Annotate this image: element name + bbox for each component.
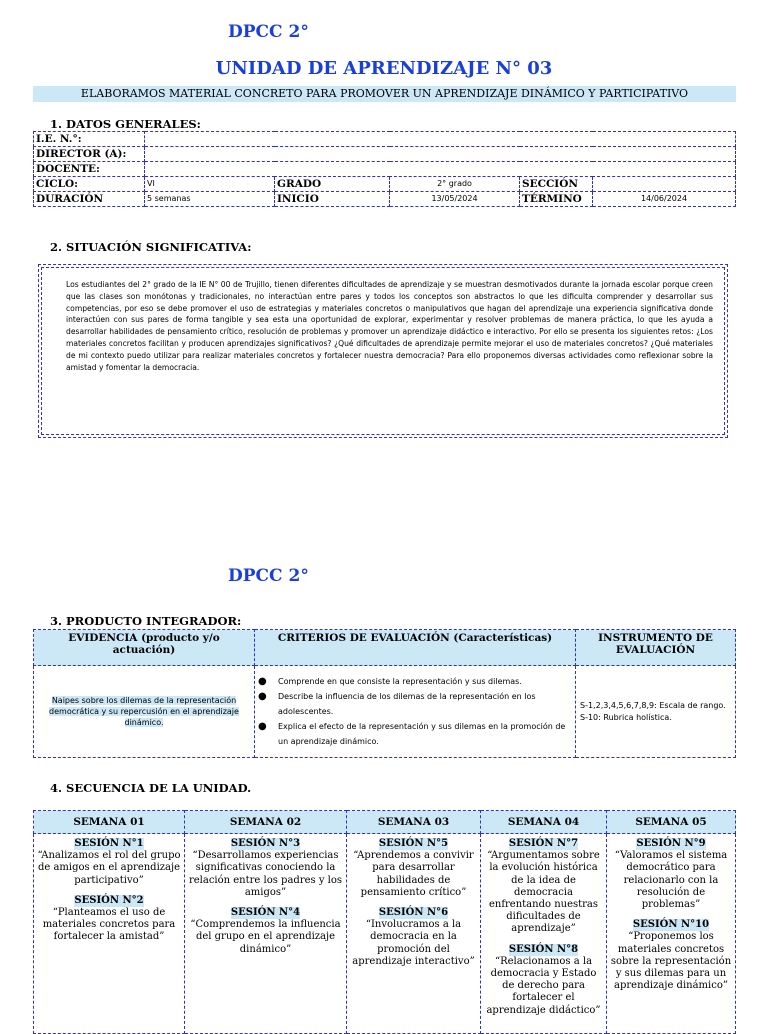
week-cell — [185, 834, 347, 1034]
evidencia-text: Naipes sobre los dilemas de la representación democrática y su repercusión en el aprendizaje dinámico. — [49, 696, 239, 727]
session-text: “Argumentamos sobre la evolución histórica de la idea de democracia enfrentando nuestras dificultades de aprendizaje” — [487, 850, 600, 935]
criterio-item: ● Describe la influencia de los dilemas de la representación en los adolescentes. — [264, 689, 574, 719]
ciclo-value: VI — [145, 177, 275, 192]
docente-value[interactable] — [145, 162, 736, 177]
session-title: SESIÓN N°1 — [74, 838, 144, 849]
session-text: “Involucramos a la democracia en la promoción del aprendizaje interactivo” — [352, 919, 475, 967]
termino-value: 14/06/2024 — [593, 192, 736, 207]
instrumento-cell — [576, 666, 736, 758]
col-criterios: CRITERIOS DE EVALUACIÓN (Características) — [255, 630, 576, 666]
secuencia-table — [33, 810, 736, 1034]
session-title: SESIÓN N°3 — [230, 838, 301, 849]
session-text: “Analizamos el rol del grupo de amigos en el aprendizaje participativo” — [37, 850, 181, 886]
session-block — [188, 838, 343, 899]
secuencia-heading: 4. SECUENCIA DE LA UNIDAD. — [50, 781, 252, 795]
seccion-value[interactable] — [593, 177, 736, 192]
week-cell — [34, 834, 185, 1034]
situacion-box — [38, 264, 728, 438]
director-label: DIRECTOR (A): — [34, 147, 145, 162]
producto-heading: 3. PRODUCTO INTEGRADOR: — [50, 614, 242, 628]
datos-heading: 1. DATOS GENERALES: — [50, 117, 201, 131]
criterio-item: ● Comprende en que consiste la representación y sus dilemas. — [264, 674, 574, 689]
col-evidencia: EVIDENCIA (producto y/o actuación) — [34, 630, 255, 666]
unit-title: UNIDAD DE APRENDIZAJE N° 03 — [215, 58, 553, 79]
ie-label: I.E. N.°: — [34, 132, 145, 147]
week-header: SEMANA 05 — [607, 811, 736, 834]
director-value[interactable] — [145, 147, 736, 162]
week-header: SEMANA 02 — [185, 811, 347, 834]
session-block — [484, 944, 603, 1017]
week-header: SEMANA 03 — [347, 811, 481, 834]
situacion-inner-border — [41, 267, 725, 435]
session-text: “Relacionamos a la democracia y Estado de derecho para fortalecer el aprendizaje didáctico” — [486, 955, 601, 1016]
session-block — [350, 907, 477, 968]
session-block — [37, 838, 181, 887]
session-text: “Aprendemos a convivir para desarrollar habilidades de pensamiento crítico” — [353, 850, 474, 898]
session-title: SESIÓN N°8 — [508, 943, 579, 955]
session-title: SESIÓN N°5 — [378, 838, 449, 849]
ie-value[interactable] — [145, 132, 736, 147]
session-block — [484, 838, 603, 936]
session-block — [610, 919, 732, 992]
criterios-cell — [255, 666, 576, 758]
course-title: DPCC 2° — [228, 22, 309, 42]
session-text: “Planteamos el uso de materiales concretos para fortalecer la amistad” — [42, 907, 176, 943]
col-instrumento: INSTRUMENTO DE EVALUACIÓN — [576, 630, 736, 666]
session-title: SESIÓN N°6 — [378, 907, 449, 919]
session-text: “Desarrollamos experiencias significativas conociendo la relación entre los padres y los amigos” — [188, 850, 343, 898]
course-title-page2: DPCC 2° — [228, 566, 309, 586]
week-header: SEMANA 01 — [34, 811, 185, 834]
week-cell — [347, 834, 481, 1034]
duracion-label: DURACIÓN — [34, 192, 145, 207]
docente-label: DOCENTE: — [34, 162, 145, 177]
criterio-item: ● Explica el efecto de la representación y sus dilemas en la promoción de un aprendizaje dinámico. — [264, 719, 574, 749]
grado-value: 2° grado — [390, 177, 520, 192]
datos-generales-table — [33, 131, 736, 207]
session-title: SESIÓN N°2 — [74, 894, 144, 906]
session-block — [610, 838, 732, 911]
unit-banner: ELABORAMOS MATERIAL CONCRETO PARA PROMOVER UN APRENDIZAJE DINÁMICO Y PARTICIPATIVO — [33, 86, 736, 102]
session-title: SESIÓN N°4 — [230, 907, 301, 919]
session-title: SESIÓN N°10 — [632, 919, 710, 931]
session-title: SESIÓN N°7 — [508, 838, 579, 849]
week-cell — [481, 834, 607, 1034]
ciclo-label: CICLO: — [34, 177, 145, 192]
inicio-label: INICIO — [275, 192, 390, 207]
session-text: “Comprendemos la influencia del grupo en el aprendizaje dinámico” — [190, 919, 341, 955]
week-header: SEMANA 04 — [481, 811, 607, 834]
session-block — [37, 895, 181, 944]
week-cell — [607, 834, 736, 1034]
instrumento-1: S-1,2,3,4,5,6,7,8,9: Escala de rango. — [580, 700, 726, 710]
session-title: SESIÓN N°9 — [636, 838, 706, 849]
seccion-label: SECCIÓN — [520, 177, 593, 192]
situacion-text: Los estudiantes del 2° grado de la IE N° 00 de Trujillo, tienen diferentes dificultades de aprendizaje y se muestran desmotivados durante la jornada escolar porque creen que las clases son monótonas y tradicionales, no interactúan entre pares y todos los conceptos son abstractos lo que les dificulta comprender y desarrollar sus competencias, por eso se debe promover el uso de estrategias y materiales concretos o manipulativos que hagan del aprendizaje una experiencia significativa donde interactúen con sus pares de forma tangible y sea esta una oportunidad de explorar, experimentar y resolver problemas de manera práctica, lo que les ayuda a desarrollar habilidades de pensamiento crítico, resolución de problemas y promover un aprendizaje didáctico e interactivo. Por ello se presenta los siguientes retos: ¿Los materiales concretos facilitan y producen aprendizajes significativos? ¿Qué dificultades de aprendizaje permite mejorar el uso de materiales concretos? ¿Qué materiales de mi contexto puedo utilizar para realizar materiales concretos y fortalecer nuestra democracia? Para ello proponemos diversas actividades como reflexionar sobre la amistad y fomentar la democracia. — [66, 280, 713, 372]
session-text: “Proponemos los materiales concretos sobre la representación y sus dilemas para un aprendizaje dinámico” — [610, 931, 732, 992]
session-block — [350, 838, 477, 899]
producto-table — [33, 629, 736, 758]
inicio-value: 13/05/2024 — [390, 192, 520, 207]
session-block — [188, 907, 343, 956]
duracion-value: 5 semanas — [145, 192, 275, 207]
grado-label: GRADO — [275, 177, 390, 192]
termino-label: TÉRMINO — [520, 192, 593, 207]
evidencia-cell — [34, 666, 255, 758]
session-text: “Valoramos el sistema democrático para relacionarlo con la resolución de problemas” — [614, 850, 728, 911]
situacion-heading: 2. SITUACIÓN SIGNIFICATIVA: — [50, 240, 252, 254]
instrumento-2: S-10: Rubrica holística. — [580, 712, 672, 722]
